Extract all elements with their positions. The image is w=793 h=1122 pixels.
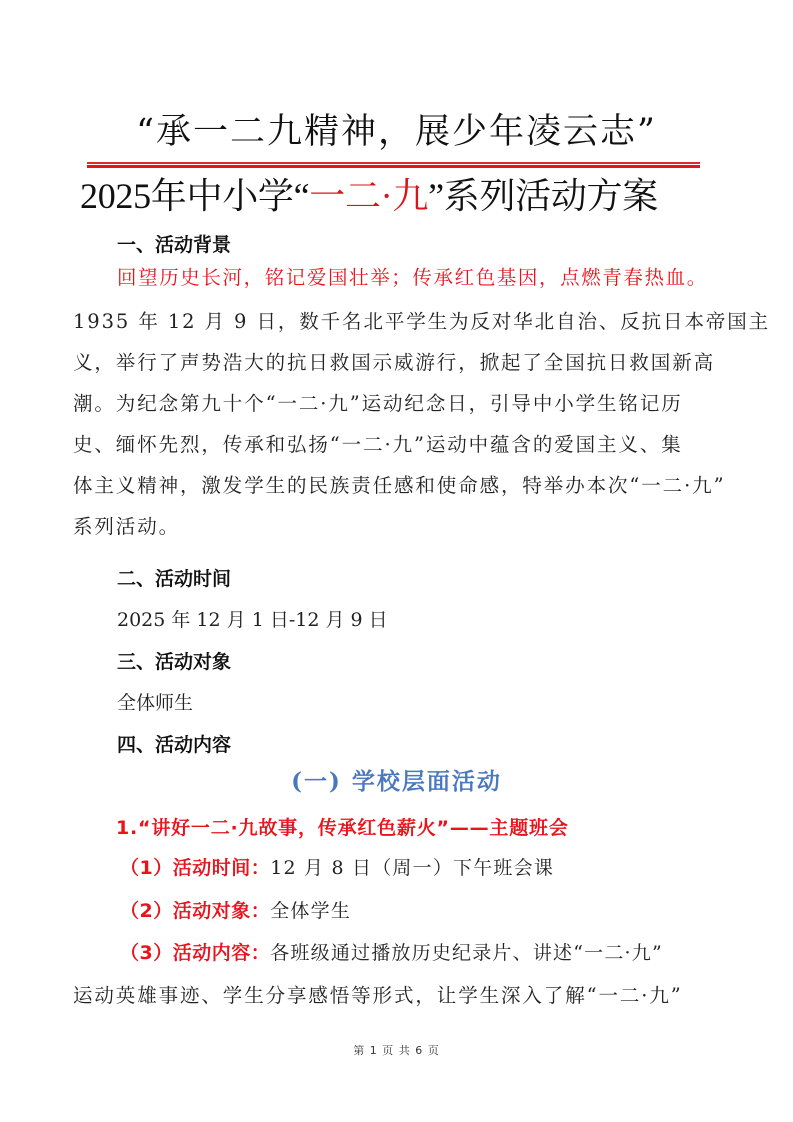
item-1-time-label: （1）活动时间： <box>120 857 271 879</box>
item-1-content-value: 各班级通过播放历史纪录片、讲述“一二·九” <box>270 942 663 964</box>
rule-stripe-top <box>87 162 700 164</box>
body-line: 1935 年 12 月 9 日，数千名北平学生为反对华北自治、反抗日本帝国主 <box>73 310 771 333</box>
subtitle-prefix: 2025年中小学“ <box>80 176 310 216</box>
heading-background: 一、活动背景 <box>117 234 232 256</box>
activity-audience-value: 全体师生 <box>117 692 194 714</box>
body-line: 系列活动。 <box>73 515 181 538</box>
subtitle-highlight: 一二·九 <box>309 176 429 216</box>
sub-heading-school-level: (一) 学校层面活动 <box>291 768 502 795</box>
activity-time-value: 2025 年 12 月 1 日-12 月 9 日 <box>117 609 388 631</box>
subtitle-suffix: ”系列活动方案 <box>428 176 658 216</box>
heading-audience: 三、活动对象 <box>117 651 232 673</box>
item-1-title: 1.“讲好一二·九故事，传承红色薪火”——主题班会 <box>116 817 569 839</box>
heading-content: 四、活动内容 <box>117 734 232 756</box>
item-1-time-value: 12 月 8 日（周一）下午班会课 <box>270 857 555 879</box>
item-1-time <box>120 853 554 880</box>
body-line: 体主义精神，激发学生的民族责任感和使命感，特举办本次“一二·九” <box>73 474 726 497</box>
item-1-audience-label: （2）活动对象： <box>120 900 271 922</box>
item-1-audience-value: 全体学生 <box>270 900 352 922</box>
item-1-audience <box>120 896 351 923</box>
body-line: 潮。为纪念第九十个“一二·九”运动纪念日，引导中小学生铭记历 <box>73 392 683 415</box>
page-number-footer: 第 1 页 共 6 页 <box>353 1044 440 1057</box>
body-line: 义，举行了声势浩大的抗日救国示威游行，掀起了全国抗日救国新高 <box>73 351 716 374</box>
document-title: “承一二九精神，展少年凌云志” <box>136 112 657 152</box>
item-1-content-continued: 运动英雄事迹、学生分享感悟等形式，让学生深入了解“一二·九” <box>73 984 683 1007</box>
body-line: 史、缅怀先烈，传承和弘扬“一二·九”运动中蕴含的爱国主义、集 <box>73 433 683 456</box>
item-1-content <box>120 938 663 965</box>
document-subtitle <box>80 168 658 219</box>
heading-time: 二、活动时间 <box>117 568 232 590</box>
item-1-content-label: （3）活动内容： <box>120 942 271 964</box>
background-slogan: 回望历史长河，铭记爱国壮举；传承红色基因，点燃青春热血。 <box>117 266 708 289</box>
